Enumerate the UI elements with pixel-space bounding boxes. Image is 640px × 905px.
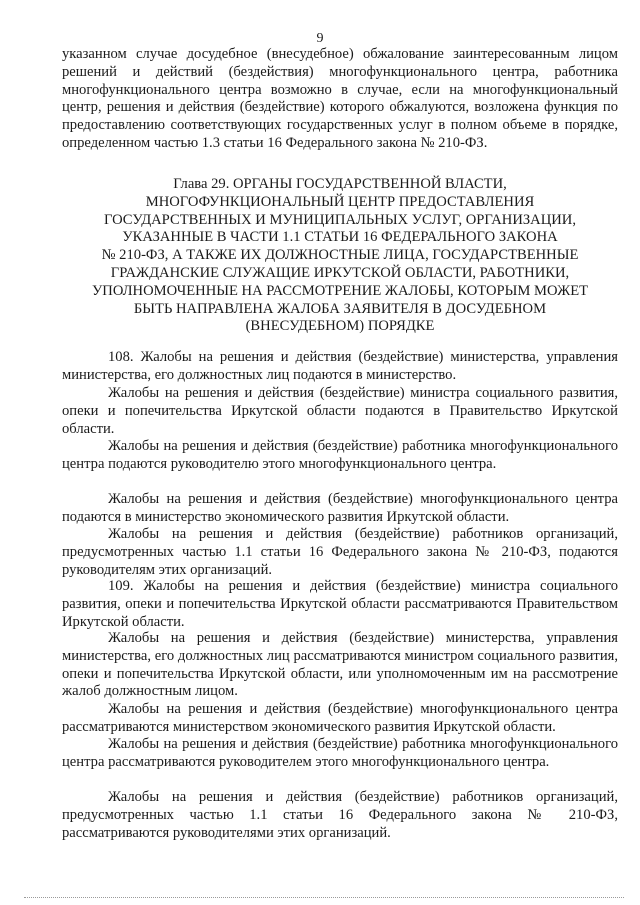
chapter-heading-line: УПОЛНОМОЧЕННЫЕ НА РАССМОТРЕНИЕ ЖАЛОБЫ, КОТОРЫМ МОЖЕТ [91,282,589,299]
intro-paragraph: указанном случае досудебное (внесудебное) обжалование заинтересованным лицом решений и действий (бездействия) многофункционального центра, работника многофункционального центра возможно в случае, если на многофункциональный центр, решения и действия (бездействие) которого обжалуются, возложена функция по предоставлению соответствующих государственных услуг в полном объеме в порядке, определенном частью 1.3 статьи 16 Федерального закона № 210-ФЗ. [62,46,618,151]
chapter-heading-line: № 210-ФЗ, А ТАКЖЕ ИХ ДОЛЖНОСТНЫЕ ЛИЦА, ГОСУДАРСТВЕННЫЕ [101,247,579,264]
chapter-heading-line: МНОГОФУНКЦИОНАЛЬНЫЙ ЦЕНТР ПРЕДОСТАВЛЕНИЯ [145,193,535,210]
chapter-heading-line: ГРАЖДАНСКИЕ СЛУЖАЩИЕ ИРКУТСКОЙ ОБЛАСТИ, РАБОТНИКИ, [110,264,570,281]
paragraph: Жалобы на решения и действия (бездействие) министра социального развития, опеки и попечительства Иркутской области подаются в Правительство Иркутской области. [62,385,618,437]
paragraph: Жалобы на решения и действия (бездействие) министерства, управления министерства, его должностных лиц рассматриваются министром социального развития, опеки и попечительства Иркутской области, или уполномоченным им на рассмотрение жалоб должностным лицом. [62,630,618,700]
page-number: 9 [316,31,324,46]
paragraph: Жалобы на решения и действия (бездействие) работников организаций, предусмотренных частью 1.1 статьи 16 Федерального закона № 210-ФЗ, рассматриваются руководителями этих организаций. [62,789,618,841]
paragraph: Жалобы на решения и действия (бездействие) многофункционального центра подаются в министерство экономического развития Иркутской области. [62,491,618,525]
paragraph: Жалобы на решения и действия (бездействие) работников организаций, предусмотренных частью 1.1 статьи 16 Федерального закона № 210-ФЗ, подаются руководителям этих организаций. [62,526,618,578]
chapter-heading-line: ГОСУДАРСТВЕННЫХ И МУНИЦИПАЛЬНЫХ УСЛУГ, ОРГАНИЗАЦИИ, [104,211,576,228]
paragraph: Жалобы на решения и действия (бездействие) работника многофункционального центра подаются руководителю этого многофункционального центра. [62,438,618,472]
chapter-heading-line: БЫТЬ НАПРАВЛЕНА ЖАЛОБА ЗАЯВИТЕЛЯ В ДОСУДЕБНОМ [133,300,547,317]
chapter-heading-line: Глава 29. ОРГАНЫ ГОСУДАРСТВЕННОЙ ВЛАСТИ, [173,176,507,192]
chapter-heading-line: (ВНЕСУДЕБНОМ) ПОРЯДКЕ [245,318,435,335]
chapter-heading [62,176,618,336]
paragraph: Жалобы на решения и действия (бездействие) работника многофункционального центра рассматриваются руководителем этого многофункционального центра. [62,736,618,770]
footer-divider [24,897,624,898]
paragraph-109: 109. Жалобы на решения и действия (бездействие) министра социального развития, опеки и попечительства Иркутской области рассматриваются Правительством Иркутской области. [62,578,618,630]
paragraph: Жалобы на решения и действия (бездействие) многофункционального центра рассматриваются министерством экономического развития Иркутской области. [62,701,618,735]
paragraph-108: 108. Жалобы на решения и действия (бездействие) министерства, управления министерства, его должностных лиц подаются в министерство. [62,349,618,383]
chapter-heading-line: УКАЗАННЫЕ В ЧАСТИ 1.1 СТАТЬИ 16 ФЕДЕРАЛЬНОГО ЗАКОНА [122,229,558,246]
